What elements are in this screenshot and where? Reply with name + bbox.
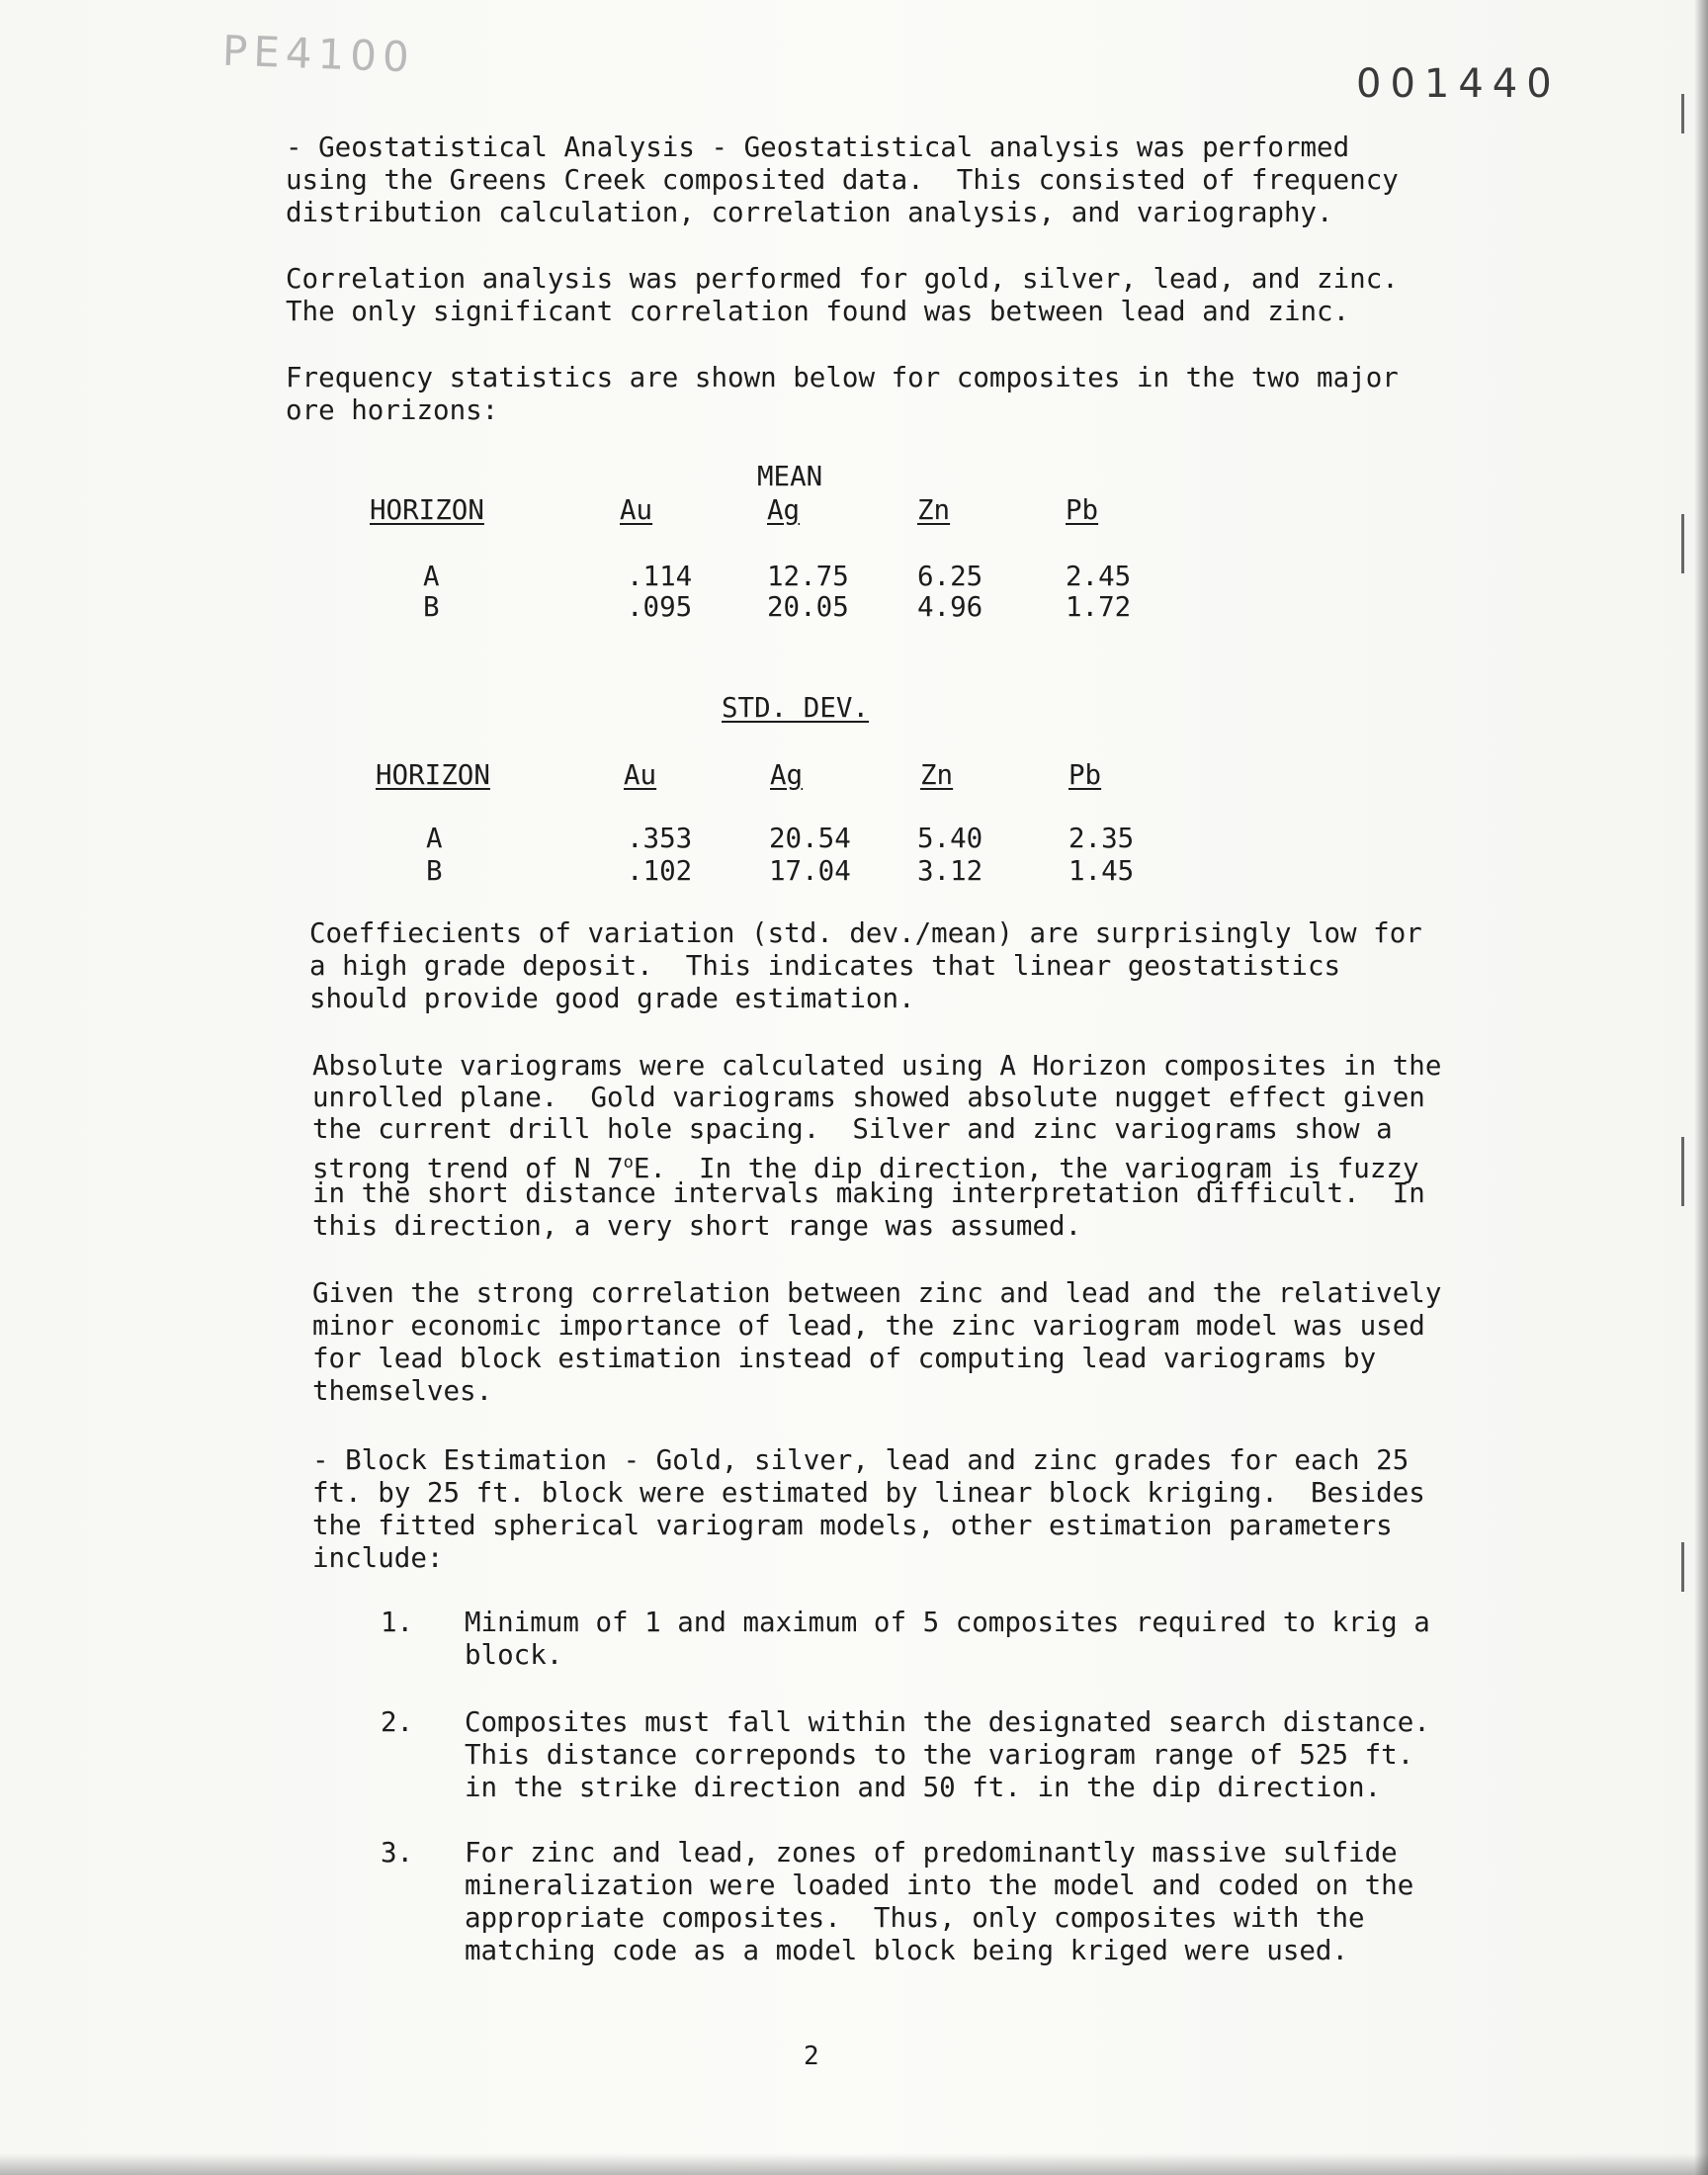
mean-cell: .095: [627, 591, 693, 623]
variogram-text: strong trend of N 7: [312, 1153, 624, 1185]
stamp-top-left: PE4100: [221, 26, 416, 82]
std-cell: 5.40: [917, 823, 983, 854]
given-line: themselves.: [312, 1375, 493, 1407]
coefficients-line: a high grade deposit. This indicates that linear geostatistics: [309, 950, 1341, 982]
coefficients-line: should provide good grade estimation.: [309, 983, 915, 1014]
std-cell: 3.12: [917, 855, 983, 887]
list-item-line: For zinc and lead, zones of predominantly massive sulfide: [465, 1837, 1398, 1869]
correlation-line: Correlation analysis was performed for gold, silver, lead, and zinc.: [286, 263, 1399, 295]
given-line: Given the strong correlation between zinc and lead and the relatively: [312, 1277, 1442, 1309]
list-item-number: 1.: [381, 1607, 414, 1638]
variogram-line: the current drill hole spacing. Silver and zinc variograms show a: [312, 1113, 1393, 1145]
frequency-line: Frequency statistics are shown below for composites in the two major: [286, 362, 1399, 393]
variogram-line: unrolled plane. Gold variograms showed absolute nugget effect given: [312, 1082, 1425, 1113]
margin-mark: [1681, 514, 1684, 573]
std-table-title: STD. DEV.: [722, 692, 870, 724]
std-header-ag: Ag: [770, 759, 804, 791]
list-item-line: Composites must fall within the designated search distance.: [465, 1706, 1430, 1738]
list-item-number: 3.: [381, 1837, 414, 1869]
std-cell: 2.35: [1068, 823, 1135, 854]
block-estimation-line: include:: [312, 1542, 444, 1574]
std-cell: B: [426, 855, 443, 887]
list-item-line: appropriate composites. Thus, only composites with the: [465, 1902, 1365, 1934]
std-cell: 1.45: [1068, 855, 1135, 887]
given-line: for lead block estimation instead of computing lead variograms by: [312, 1343, 1377, 1374]
variogram-line: Absolute variograms were calculated using A Horizon composites in the: [312, 1050, 1442, 1082]
std-cell: .353: [627, 823, 693, 854]
list-item-line: This distance correponds to the variogram range of 525 ft.: [465, 1739, 1414, 1771]
mean-cell: 20.05: [767, 591, 849, 623]
block-estimation-line: the fitted spherical variogram models, other estimation parameters: [312, 1510, 1393, 1541]
correlation-line: The only significant correlation found was between lead and zinc.: [286, 296, 1350, 327]
mean-cell: 12.75: [767, 561, 849, 592]
frequency-line: ore horizons:: [286, 394, 499, 426]
mean-cell: B: [423, 591, 440, 623]
margin-mark: [1681, 1542, 1684, 1592]
std-header-zn: Zn: [920, 759, 954, 791]
list-item-line: mineralization were loaded into the model and coded on the: [465, 1870, 1414, 1901]
std-cell: .102: [627, 855, 693, 887]
mean-cell: 2.45: [1066, 561, 1132, 592]
list-item-line: matching code as a model block being kriged were used.: [465, 1935, 1349, 1966]
page-bottom-edge-shadow: [0, 2153, 1708, 2175]
std-header-horizon: HORIZON: [376, 759, 490, 791]
variogram-line: in the short distance intervals making interpretation difficult. In: [312, 1177, 1425, 1209]
mean-table-title: MEAN: [757, 461, 823, 492]
std-cell: 17.04: [769, 855, 851, 887]
geo-analysis-line: using the Greens Creek composited data. This consisted of frequency: [286, 164, 1399, 196]
mean-header-au: Au: [620, 494, 653, 526]
geo-analysis-line: - Geostatistical Analysis - Geostatistical analysis was performed: [286, 131, 1350, 163]
variogram-line: this direction, a very short range was assumed.: [312, 1210, 1082, 1242]
mean-cell: .114: [627, 561, 693, 592]
mean-header-horizon: HORIZON: [370, 494, 484, 526]
list-item-line: block.: [465, 1639, 563, 1671]
geo-analysis-line: distribution calculation, correlation analysis, and variography.: [286, 197, 1333, 228]
coefficients-line: Coeffiecients of variation (std. dev./mean) are surprisingly low for: [309, 917, 1422, 949]
mean-header-pb: Pb: [1066, 494, 1099, 526]
margin-mark: [1681, 94, 1684, 133]
list-item-line: in the strike direction and 50 ft. in the dip direction.: [465, 1772, 1382, 1803]
degree-sign: o: [623, 1153, 634, 1173]
page-number: 2: [804, 2042, 819, 2071]
std-cell: A: [426, 823, 443, 854]
page-right-edge-shadow: [1694, 0, 1708, 2175]
list-item-number: 2.: [381, 1706, 414, 1738]
margin-mark: [1681, 1137, 1684, 1206]
given-line: minor economic importance of lead, the zinc variogram model was used: [312, 1310, 1425, 1342]
block-estimation-line: ft. by 25 ft. block were estimated by linear block kriging. Besides: [312, 1477, 1425, 1509]
stamp-top-right: 001440: [1356, 61, 1561, 107]
mean-header-zn: Zn: [917, 494, 951, 526]
std-cell: 20.54: [769, 823, 851, 854]
mean-cell: A: [423, 561, 440, 592]
block-estimation-line: - Block Estimation - Gold, silver, lead and zinc grades for each 25: [312, 1444, 1409, 1476]
mean-cell: 6.25: [917, 561, 983, 592]
list-item-line: Minimum of 1 and maximum of 5 composites required to krig a: [465, 1607, 1430, 1638]
mean-cell: 1.72: [1066, 591, 1132, 623]
variogram-text: E. In the dip direction, the variogram is fuzzy: [633, 1153, 1419, 1185]
mean-header-ag: Ag: [767, 494, 801, 526]
std-header-pb: Pb: [1068, 759, 1102, 791]
std-header-au: Au: [624, 759, 657, 791]
mean-cell: 4.96: [917, 591, 983, 623]
